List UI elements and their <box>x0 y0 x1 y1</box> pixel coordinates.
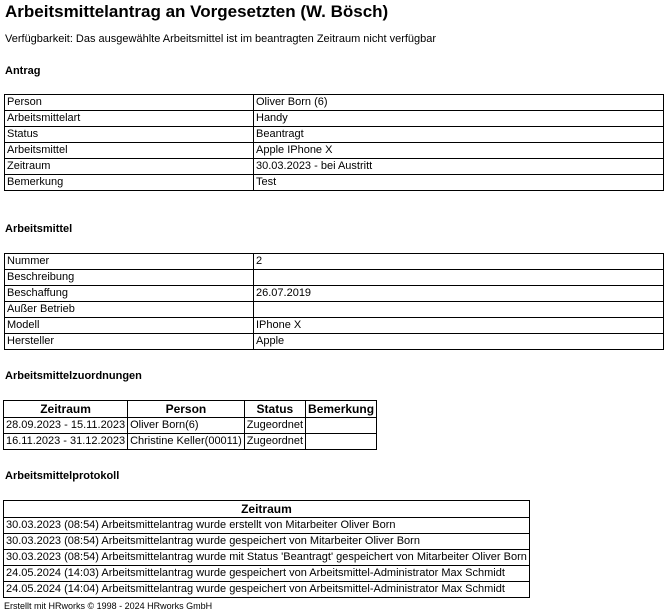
field-label: Arbeitsmittel <box>5 143 254 159</box>
field-label: Beschreibung <box>5 270 254 286</box>
table-row <box>4 550 530 566</box>
table-row <box>4 582 530 598</box>
log-entry: 30.03.2023 (08:54) Arbeitsmittelantrag wurde erstellt von Mitarbeiter Oliver Born <box>4 518 530 534</box>
section-heading-antrag: Antrag <box>5 65 41 77</box>
page-title: Arbeitsmittelantrag an Vorgesetzten (W. Bösch) <box>5 2 389 21</box>
cell-status: Zugeordnet <box>244 418 305 434</box>
table-row <box>5 286 664 302</box>
cell-status: Zugeordnet <box>244 434 305 450</box>
footer-text: Erstellt mit HRworks © 1998 - 2024 HRworks GmbH <box>4 601 213 611</box>
table-row <box>5 175 664 191</box>
cell-person: Oliver Born(6) <box>128 418 245 434</box>
table-row <box>5 254 664 270</box>
field-value: Apple <box>254 334 664 350</box>
column-header-zeitraum: Zeitraum <box>4 401 128 418</box>
protokoll-table <box>3 500 530 598</box>
field-value: 26.07.2019 <box>254 286 664 302</box>
table-row <box>5 143 664 159</box>
cell-bemerkung <box>306 418 377 434</box>
zuordnungen-table <box>3 400 377 450</box>
table-row <box>5 95 664 111</box>
cell-zeitraum: 28.09.2023 - 15.11.2023 <box>4 418 128 434</box>
column-header-bemerkung: Bemerkung <box>306 401 377 418</box>
column-header-person: Person <box>128 401 245 418</box>
field-value <box>254 302 664 318</box>
field-value: 30.03.2023 - bei Austritt <box>254 159 664 175</box>
table-row <box>5 159 664 175</box>
field-value: Apple IPhone X <box>254 143 664 159</box>
field-label: Modell <box>5 318 254 334</box>
table-row <box>4 566 530 582</box>
availability-notice: Verfügbarkeit: Das ausgewählte Arbeitsmittel ist im beantragten Zeitraum nicht verfügbar <box>5 33 437 45</box>
table-row <box>5 334 664 350</box>
field-label: Status <box>5 127 254 143</box>
cell-zeitraum: 16.11.2023 - 31.12.2023 <box>4 434 128 450</box>
column-header-status: Status <box>244 401 305 418</box>
field-value: Test <box>254 175 664 191</box>
field-value: Beantragt <box>254 127 664 143</box>
log-entry: 30.03.2023 (08:54) Arbeitsmittelantrag wurde mit Status 'Beantragt' gespeichert von Mitarbeiter Oliver Born <box>4 550 530 566</box>
table-row <box>5 318 664 334</box>
field-label: Beschaffung <box>5 286 254 302</box>
table-header-row <box>4 501 530 518</box>
log-entry: 24.05.2024 (14:04) Arbeitsmittelantrag wurde gespeichert von Arbeitsmittel-Administrator Max Schmidt <box>4 582 530 598</box>
log-entry: 30.03.2023 (08:54) Arbeitsmittelantrag wurde gespeichert von Mitarbeiter Oliver Born <box>4 534 530 550</box>
table-row <box>5 270 664 286</box>
field-value: IPhone X <box>254 318 664 334</box>
section-heading-zuordnungen: Arbeitsmittelzuordnungen <box>5 370 142 382</box>
field-label: Zeitraum <box>5 159 254 175</box>
table-row <box>4 518 530 534</box>
table-row <box>5 111 664 127</box>
section-heading-protokoll: Arbeitsmittelprotokoll <box>5 470 120 482</box>
table-row <box>5 127 664 143</box>
field-value: Handy <box>254 111 664 127</box>
field-label: Außer Betrieb <box>5 302 254 318</box>
field-value: 2 <box>254 254 664 270</box>
antrag-table <box>4 94 664 191</box>
table-row <box>5 302 664 318</box>
table-row <box>4 434 377 450</box>
column-header-zeitraum: Zeitraum <box>4 501 530 518</box>
field-label: Person <box>5 95 254 111</box>
field-value <box>254 270 664 286</box>
log-entry: 24.05.2024 (14:03) Arbeitsmittelantrag wurde gespeichert von Arbeitsmittel-Administrator Max Schmidt <box>4 566 530 582</box>
cell-person: Christine Keller(00011) <box>128 434 245 450</box>
field-label: Bemerkung <box>5 175 254 191</box>
field-value: Oliver Born (6) <box>254 95 664 111</box>
table-header-row <box>4 401 377 418</box>
field-label: Arbeitsmittelart <box>5 111 254 127</box>
field-label: Hersteller <box>5 334 254 350</box>
table-row <box>4 534 530 550</box>
section-heading-arbeitsmittel: Arbeitsmittel <box>5 223 73 235</box>
field-label: Nummer <box>5 254 254 270</box>
cell-bemerkung <box>306 434 377 450</box>
table-row <box>4 418 377 434</box>
arbeitsmittel-table <box>4 253 664 350</box>
